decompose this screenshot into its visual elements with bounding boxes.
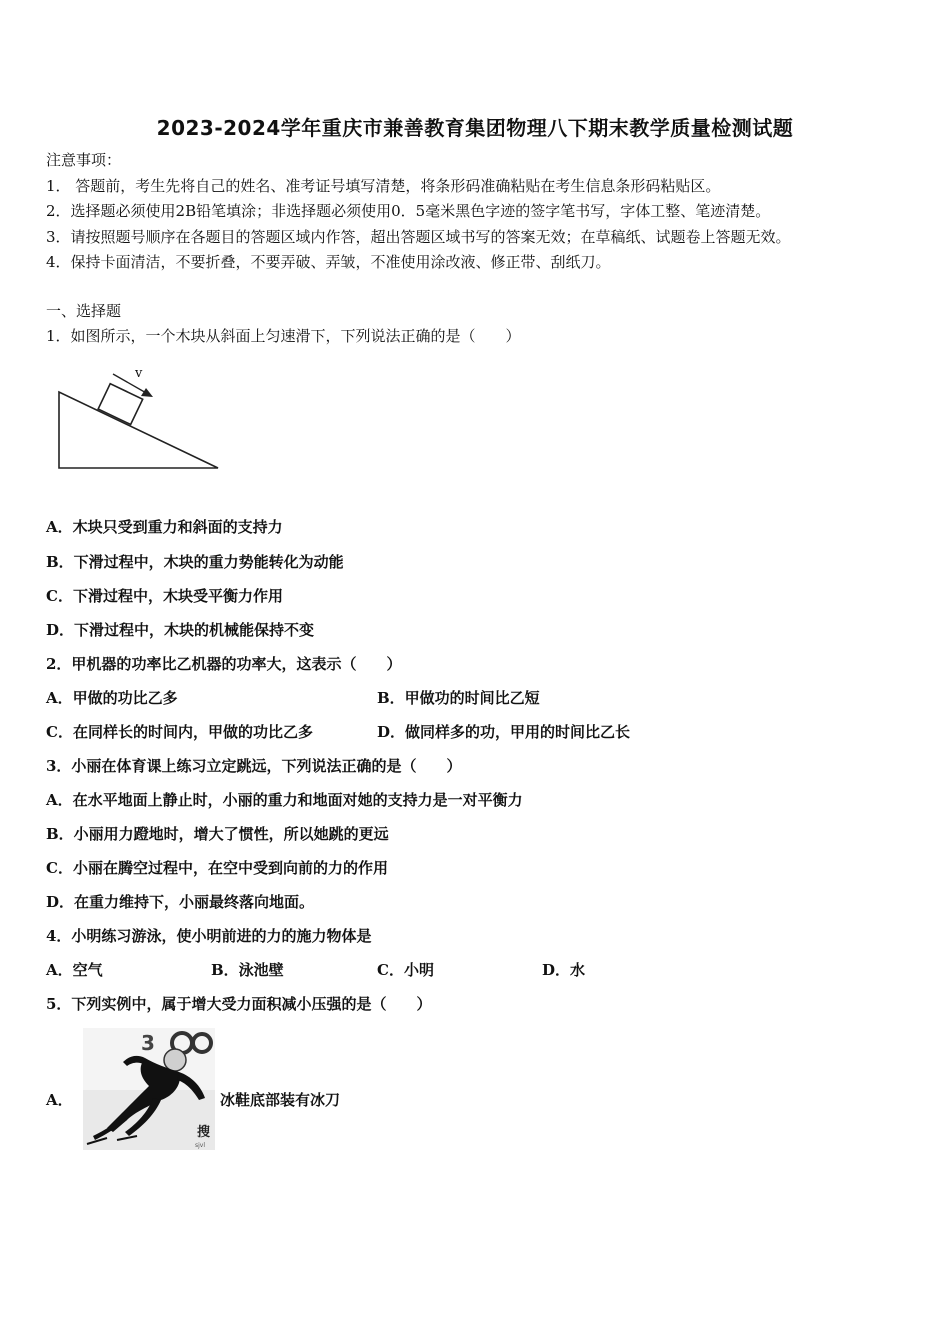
velocity-label: v [135, 366, 143, 381]
question-5-option-a-letter: A． [46, 1091, 73, 1109]
question-1-stem: 1．如图所示，一个木块从斜面上匀速滑下，下列说法正确的是（ ） [46, 327, 521, 345]
section-heading: 一、选择题 [46, 302, 122, 320]
question-1-option: A．木块只受到重力和斜面的支持力 [46, 518, 283, 536]
question-4-option: A．空气 [46, 961, 103, 979]
svg-text:搜: 搜 [197, 1125, 211, 1140]
page-title: 2023-2024学年重庆市兼善教育集团物理八下期末教学质量检测试题 [156, 116, 794, 140]
question-2-option: D．做同样多的功，甲用的时间比乙长 [377, 723, 631, 741]
notice-item: 1． 答题前，考生先将自己的姓名、准考证号填写清楚，将条形码准确粘贴在考生信息条形码粘贴区。 [46, 177, 721, 195]
question-3-option: A．在水平地面上静止时，小丽的重力和地面对她的支持力是一对平衡力 [46, 791, 523, 809]
question-4-option: C．小明 [377, 961, 434, 979]
question-1-option: D．下滑过程中，木块的机械能保持不变 [46, 621, 315, 639]
question-2-option: B．甲做功的时间比乙短 [377, 689, 540, 707]
svg-text:3: 3 [141, 1031, 155, 1055]
question-3-option: C．小丽在腾空过程中，在空中受到向前的力的作用 [46, 859, 388, 877]
question-2-option: C．在同样长的时间内，甲做的功比乙多 [46, 723, 313, 741]
question-4-option: D．水 [542, 961, 586, 979]
notice-item: 4．保持卡面清洁，不要折叠，不要弄破、弄皱，不准使用涂改液、修正带、刮纸刀。 [46, 253, 611, 271]
question-5-stem: 5．下列实例中，属于增大受力面积减小压强的是（ ） [46, 995, 432, 1013]
incline-diagram [50, 362, 225, 477]
question-3-option: D．在重力维持下，小丽最终落向地面。 [46, 893, 315, 911]
question-5-option-a-text: 冰鞋底部装有冰刀 [220, 1091, 341, 1109]
question-4-stem: 4．小明练习游泳，使小明前进的力的施力物体是 [46, 927, 372, 945]
question-3-stem: 3．小丽在体育课上练习立定跳远，下列说法正确的是（ ） [46, 757, 462, 775]
question-2-option: A．甲做的功比乙多 [46, 689, 178, 707]
notice-item: 2．选择题必须使用2B铅笔填涂；非选择题必须使用0．5毫米黑色字迹的签字笔书写，字体工整、笔迹清楚。 [46, 202, 771, 220]
notice-item: 3．请按照题号顺序在各题目的答题区域内作答，超出答题区域书写的答案无效；在草稿纸、试题卷上答题无效。 [46, 228, 791, 246]
speed-skater-image [83, 1028, 215, 1150]
question-3-option: B．小丽用力蹬地时，增大了惯性，所以她跳的更远 [46, 825, 389, 843]
question-4-option: B．泳池壁 [211, 961, 284, 979]
question-1-option: C．下滑过程中，木块受平衡力作用 [46, 587, 283, 605]
notice-heading: 注意事项： [46, 151, 122, 169]
question-1-option: B．下滑过程中，木块的重力势能转化为动能 [46, 553, 344, 571]
question-2-stem: 2．甲机器的功率比乙机器的功率大，这表示（ ） [46, 655, 402, 673]
svg-text:sjvl: sjvl [195, 1142, 206, 1149]
